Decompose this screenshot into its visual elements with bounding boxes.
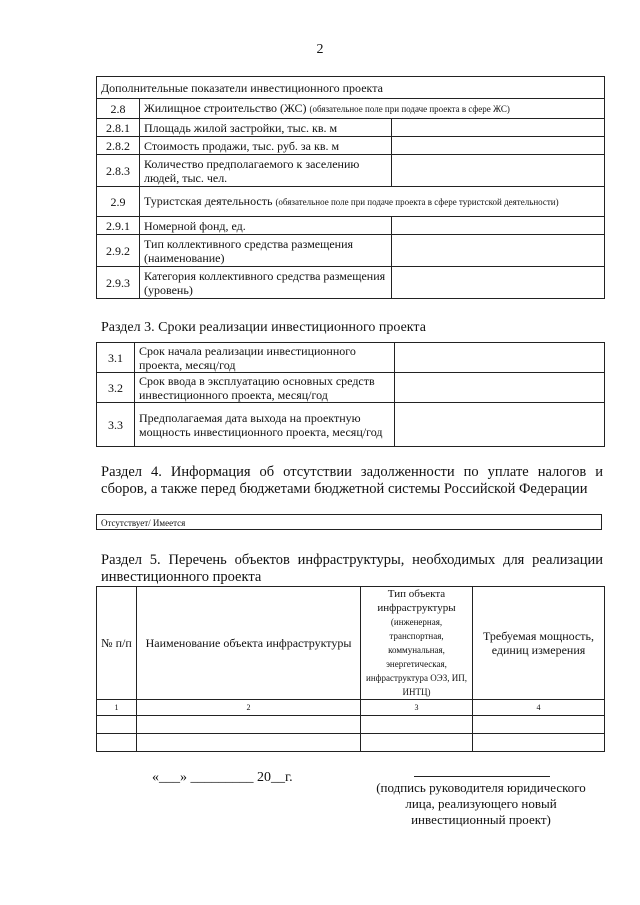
signature-line	[414, 776, 550, 777]
row-label: Количество предполагаемого к заселению людей, тыс. чел.	[140, 155, 392, 187]
table-row	[97, 155, 605, 187]
date-line: «___» _________ 20__г.	[152, 770, 293, 785]
table-row	[97, 716, 605, 734]
table-header-row	[97, 77, 605, 99]
row-number: 2.9.2	[97, 235, 140, 267]
empty-cell[interactable]	[97, 716, 137, 734]
value-cell[interactable]	[392, 137, 605, 155]
table-row	[97, 403, 605, 447]
row-label: Жилищное строительство (ЖС) (обязательное поле при подаче проекта в сфере ЖС)	[140, 99, 605, 119]
row-label: Номерной фонд, ед.	[140, 217, 392, 235]
col-header-name: Наименование объекта инфраструктуры	[137, 587, 361, 700]
row-label: Туристская деятельность (обязательное поле при подаче проекта в сфере туристской деятельности)	[140, 187, 605, 217]
row-label: Предполагаемая дата выхода на проектную мощность инвестиционного проекта, месяц/год	[135, 403, 395, 447]
col-header-number: № п/п	[97, 587, 137, 700]
table-header-row	[97, 587, 605, 700]
table-row	[97, 119, 605, 137]
row-label: Тип коллективного средства размещения (наименование)	[140, 235, 392, 267]
table-row	[97, 187, 605, 217]
col-header-type-note: (инженерная, транспортная, коммунальная, энергетическая, инфраструктура ОЭЗ, ИП, ИНТЦ)	[366, 617, 467, 697]
table-row	[97, 734, 605, 752]
row-label: Срок начала реализации инвестиционного проекта, месяц/год	[135, 343, 395, 373]
row-label: Площадь жилой застройки, тыс. кв. м	[140, 119, 392, 137]
section-5-title: Раздел 5. Перечень объектов инфраструктуры, необходимых для реализации инвестиционного проекта	[101, 552, 603, 585]
table-row	[97, 373, 605, 403]
empty-cell[interactable]	[137, 716, 361, 734]
row-number: 2.8.2	[97, 137, 140, 155]
col-number: 4	[473, 700, 605, 716]
debt-status-field[interactable]	[96, 514, 602, 530]
empty-cell[interactable]	[137, 734, 361, 752]
signature-caption: (подпись руководителя юридического лица, реализующего новый инвестиционный проект)	[376, 780, 586, 827]
table-row	[97, 217, 605, 235]
value-cell[interactable]	[395, 343, 605, 373]
debt-status-value: Отсутствует/ Имеется	[101, 518, 186, 528]
column-number-row	[97, 700, 605, 716]
empty-cell[interactable]	[97, 734, 137, 752]
row-number: 2.8.1	[97, 119, 140, 137]
row-number: 3.3	[97, 403, 135, 447]
row-label: Срок ввода в эксплуатацию основных средств инвестиционного проекта, месяц/год	[135, 373, 395, 403]
empty-cell[interactable]	[361, 734, 473, 752]
col-number: 2	[137, 700, 361, 716]
table-row	[97, 235, 605, 267]
empty-cell[interactable]	[361, 716, 473, 734]
value-cell[interactable]	[392, 217, 605, 235]
additional-indicators-table	[96, 76, 605, 299]
row-number: 2.8.3	[97, 155, 140, 187]
value-cell[interactable]	[392, 267, 605, 299]
table-row	[97, 267, 605, 299]
row-note: (обязательное поле при подаче проекта в сфере ЖС)	[309, 104, 510, 114]
value-cell[interactable]	[392, 155, 605, 187]
col-header-capacity: Требуемая мощность, единиц измерения	[473, 587, 605, 700]
col-number: 1	[97, 700, 137, 716]
page-number: 2	[316, 42, 324, 57]
row-note: (обязательное поле при подаче проекта в сфере туристской деятельности)	[275, 197, 559, 207]
empty-cell[interactable]	[473, 716, 605, 734]
row-number: 2.9	[97, 187, 140, 217]
table-row	[97, 137, 605, 155]
row-number: 2.9.1	[97, 217, 140, 235]
table-header: Дополнительные показатели инвестиционного проекта	[97, 77, 605, 99]
col-header-type: Тип объекта инфраструктуры (инженерная, транспортная, коммунальная, энергетическая, инфраструктура ОЭЗ, ИП, ИНТЦ)	[361, 587, 473, 700]
value-cell[interactable]	[395, 373, 605, 403]
timeline-table	[96, 342, 605, 447]
section-4-title: Раздел 4. Информация об отсутствии задолженности по уплате налогов и сборов, а также перед бюджетами бюджетной системы Российской Федерации	[101, 464, 603, 497]
value-cell[interactable]	[392, 235, 605, 267]
section-3-title: Раздел 3. Сроки реализации инвестиционного проекта	[101, 320, 426, 335]
infrastructure-table	[96, 586, 605, 752]
row-number: 3.1	[97, 343, 135, 373]
col-number: 3	[361, 700, 473, 716]
row-label: Стоимость продажи, тыс. руб. за кв. м	[140, 137, 392, 155]
value-cell[interactable]	[392, 119, 605, 137]
table-row	[97, 99, 605, 119]
row-number: 3.2	[97, 373, 135, 403]
value-cell[interactable]	[395, 403, 605, 447]
empty-cell[interactable]	[473, 734, 605, 752]
row-label: Категория коллективного средства размещения (уровень)	[140, 267, 392, 299]
table-row	[97, 343, 605, 373]
row-number: 2.9.3	[97, 267, 140, 299]
row-number: 2.8	[97, 99, 140, 119]
